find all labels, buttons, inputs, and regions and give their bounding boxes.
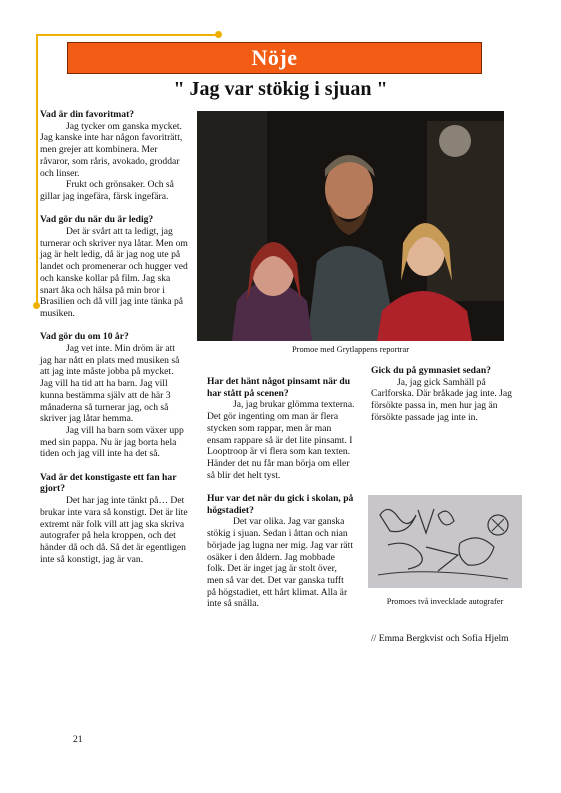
interview-question: Gick du på gymnasiet sedan? [371, 365, 491, 376]
decorative-frame-left [36, 34, 38, 306]
interview-answer: Jag tycker om ganska mycket. Jag kanske inte har någon favoriträtt, men grejer att kombinera. Mer råvaror, som råris, avokado, groddar och linser. [40, 120, 183, 179]
frame-dot-left [33, 302, 40, 309]
column-2 [207, 376, 355, 610]
column-3 [371, 365, 521, 424]
interview-answer: Det var olika. Jag var ganska stökig i sjuan. Sedan i åttan och nian började jag lugna ner mig. Jag var rätt osäker i den åldern. Jag mobbade folk. Det är inget jag är stolt över, men så var det. Det var ganska tufft på högstadiet, ett hårt klimat. Alla är inte så snälla. [207, 516, 353, 610]
interview-answer: Det är svårt att ta ledigt, jag turnerar och skriver nya låtar. Men om jag är helt ledig, då är jag nog ute på landet och promenerar och hugger ved och kanske kollar på film. Jag ska snart åka och hälsa på min bror i Brasilien och då vill jag inte tänka på musiken. [40, 226, 188, 319]
promoe-photo [197, 111, 504, 341]
paragraph-gap [40, 320, 188, 332]
interview-question: Vad gör du om 10 år? [40, 331, 129, 343]
autograph-image [368, 495, 522, 588]
interview-answer: Jag vet inte. Min dröm är att jag har nått en plats med musiken så att jag inte måste jobba på mycket. Jag vill ha tid att ha barn. Jag vill kunna bestämma själv att de här 3 månaderna så turnerar jag, och så skriver jag låtar hemma. [40, 343, 180, 425]
interview-question: Vad är din favoritmat? [40, 109, 135, 120]
paragraph-gap [207, 481, 355, 493]
interview-answer: Ja, jag brukar glömma texterna. Det gör ingenting om man är flera stycken som rappar, men är man ensam rappare så är det lite pinsamt. I Looptroop är vi flera som kan texten. Händer det nu får man börja om eller så blir det helt tyst. [207, 399, 355, 481]
article-headline: " Jag var stökig i sjuan " [173, 78, 388, 100]
interview-answer: Det har jag inte tänkt på… Det brukar inte vara så konstigt. Det är lite extremt när folk vill att jag ska skriva autografer på hela kroppen, och det händer då och då. Så det är egentligen inte så konstigt, jag är van. [40, 495, 188, 565]
photo-illustration [197, 111, 504, 341]
interview-question: Vad gör du när du är ledig? [40, 214, 154, 226]
interview-question: Vad är det konstigaste ett fan har gjort? [40, 471, 177, 495]
page-number: 21 [73, 734, 83, 745]
decorative-frame-top [36, 34, 219, 36]
section-banner [67, 42, 482, 74]
interview-question: Hur var det när du gick i skolan, på högstadiet? [207, 493, 354, 516]
autograph-caption: Promoes två invecklade autografer [386, 597, 504, 606]
interview-answer: Jag vill ha barn som växer upp med sin pappa. Nu är jag borta hela tiden och jag vill inte ha det så. [40, 424, 184, 460]
frame-dot-top [215, 31, 222, 38]
paragraph-gap [40, 460, 188, 472]
section-title: Nöje [251, 45, 298, 70]
interview-answer: Ja, jag gick Samhäll på Carlforska. Där bråkade jag inte. Jag försökte passa in, men hur jag än försökte passade jag inte in. [371, 376, 512, 423]
interview-answer: Frukt och grönsaker. Och så gillar jag ingefära, färsk ingefära. [40, 179, 174, 202]
photo-caption: Promoe med Grytlappens reportrar [292, 345, 409, 354]
column-1 [40, 109, 188, 565]
autograph-scribble [368, 495, 522, 588]
paragraph-gap [40, 203, 188, 215]
byline: // Emma Bergkvist och Sofia Hjelm [371, 633, 509, 644]
interview-question: Har det hänt något pinsamt när du har stått på scenen? [207, 376, 351, 399]
